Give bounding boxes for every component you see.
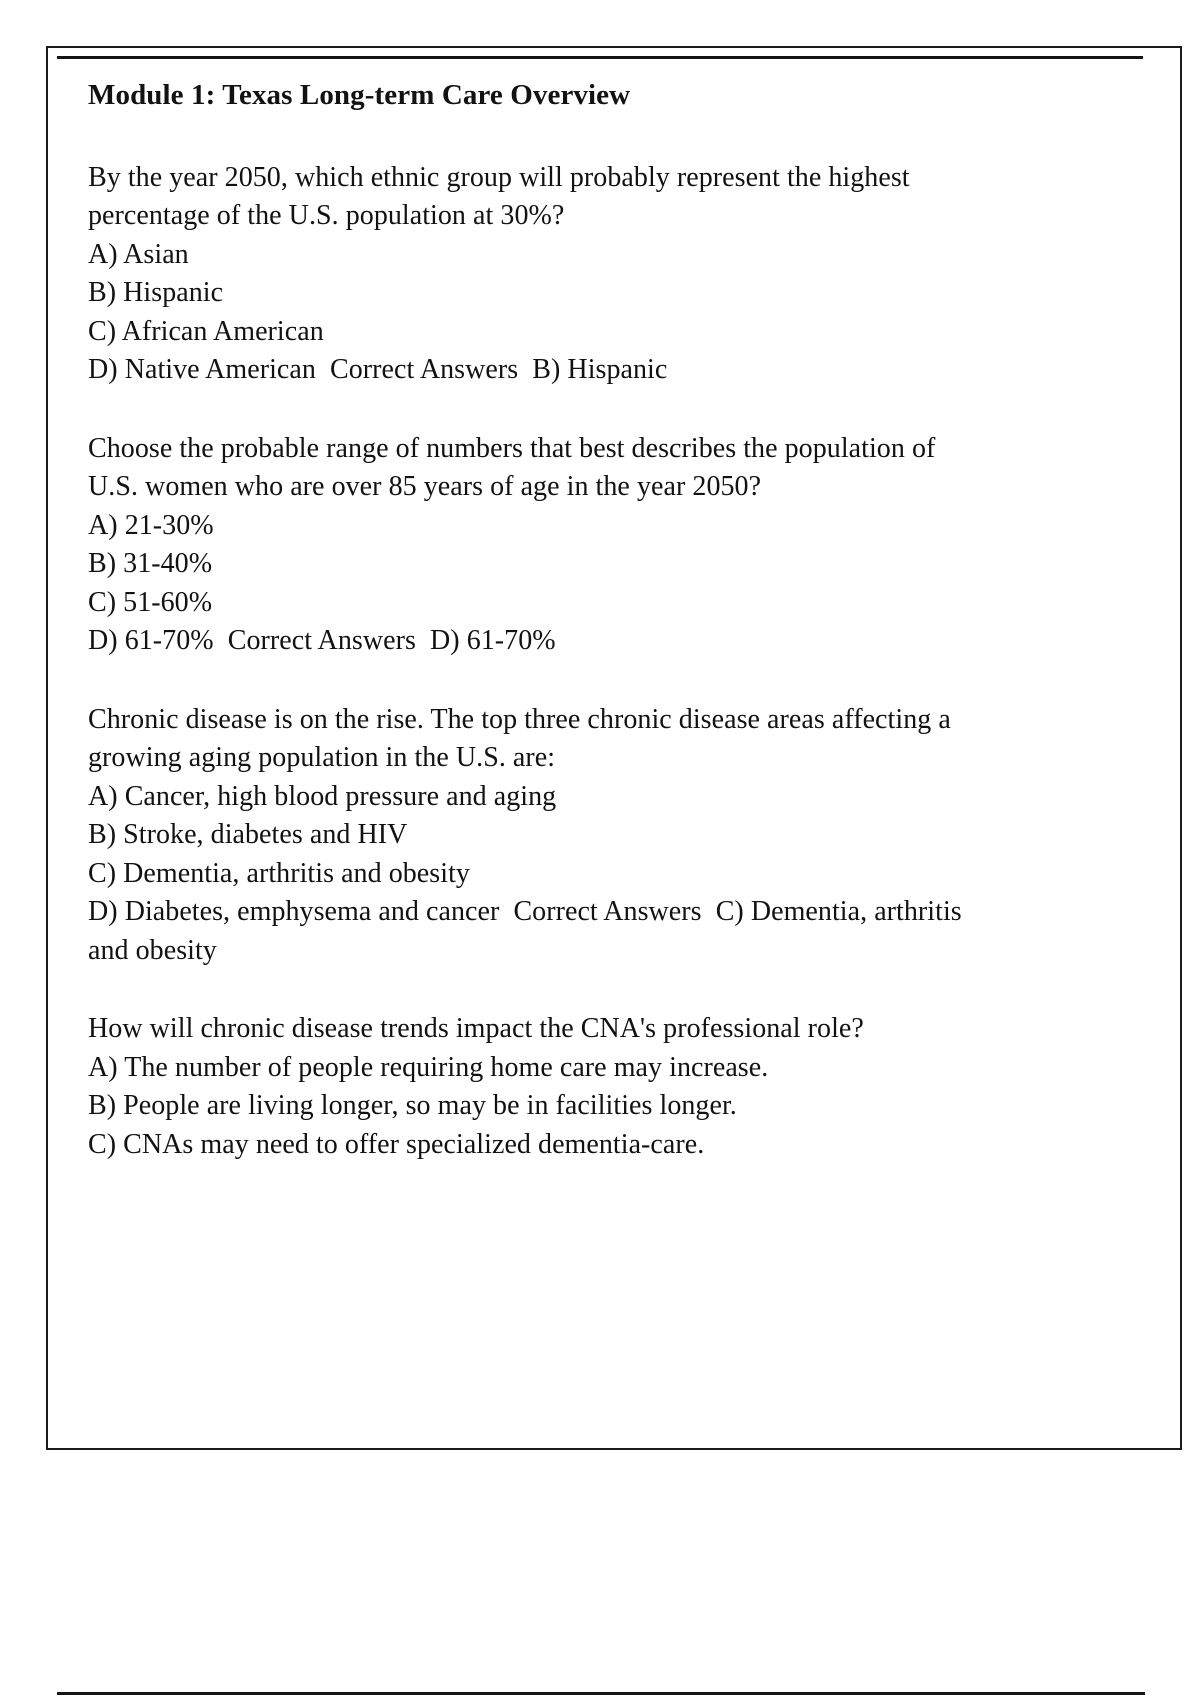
answer-option-a: A) Asian: [88, 238, 189, 270]
question-stem: Choose the probable range of numbers that best describes the population of U.S. women who are over 85 years of age in the year 2050?: [88, 432, 943, 503]
answer-option-c: C) 51-60%: [88, 586, 213, 618]
question-stem: Chronic disease is on the rise. The top three chronic disease areas affecting a growing aging population in the U.S. are:: [88, 703, 958, 774]
answer-option-a: A) 21-30%: [88, 509, 214, 541]
question-block: [88, 701, 968, 971]
answer-option-b: B) 31-40%: [88, 548, 213, 580]
question-block: [88, 1010, 968, 1164]
answer-option-b: B) Hispanic: [88, 277, 224, 309]
answer-option-a: A) Cancer, high blood pressure and aging: [88, 780, 557, 812]
answer-option-c: C) CNAs may need to offer specialized dementia-care.: [88, 1128, 705, 1160]
question-stem: How will chronic disease trends impact the CNA's professional role?: [88, 1013, 864, 1045]
answer-option-a: A) The number of people requiring home care may increase.: [88, 1051, 769, 1083]
document-body: [88, 78, 968, 1164]
page-title: Module 1: Texas Long-term Care Overview: [88, 79, 631, 111]
answer-option-b: B) People are living longer, so may be in facilities longer.: [88, 1090, 737, 1122]
question-block: [88, 159, 968, 390]
answer-option-b: B) Stroke, diabetes and HIV: [88, 819, 408, 851]
answer-option-c: C) African American: [88, 315, 324, 347]
answer-option-d-with-correct-answer: D) Native American Correct Answers B) Hispanic: [88, 354, 668, 386]
answer-option-d-with-correct-answer: D) 61-70% Correct Answers D) 61-70%: [88, 625, 556, 657]
bottom-horizontal-rule: [57, 1692, 1145, 1695]
answer-option-c: C) Dementia, arthritis and obesity: [88, 857, 470, 889]
question-stem: By the year 2050, which ethnic group will probably represent the highest percentage of the U.S. population at 30%?: [88, 161, 917, 232]
question-block: [88, 430, 968, 661]
top-horizontal-rule: [57, 56, 1143, 59]
answer-option-d-with-correct-answer: D) Diabetes, emphysema and cancer Correct Answers C) Dementia, arthritis and obesity: [88, 896, 969, 966]
